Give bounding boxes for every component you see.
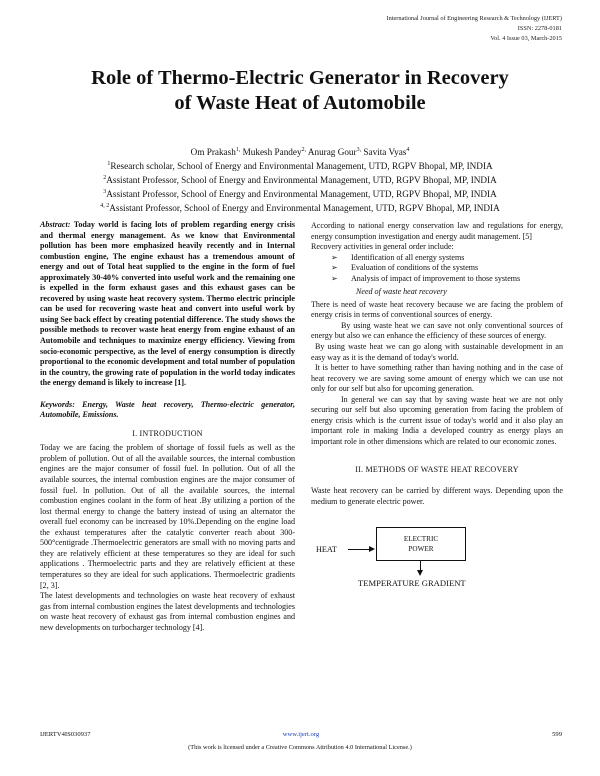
heat-to-power-diagram <box>311 519 563 589</box>
author-3: Anurag Gour <box>306 147 357 158</box>
list-item <box>331 274 563 285</box>
diagram-heat-label: HEAT <box>316 545 337 555</box>
author-4-sup: 4 <box>406 147 410 153</box>
footer-website-link[interactable]: www.ijert.org <box>282 731 320 738</box>
author-3-sup: 3, <box>356 147 362 153</box>
abstract-text: Today world is facing lots of problem regarding energy crisis and thermal energy management. As we know that Environmental pollution has been more emphasized heavily recently and in Internal combustion engine, The engine exhaust has a tremendous amount of energy and out of Total heat supplied to the engine in the form of fuel approximately 30-40% converted into useful work and the remaining one is expelled in the form exhaust gases and this exhaust gases can be recovered by using waste heat recovery system. Thermo electric principle can be used for recovering waste heat and convert into useful work by using See back effect by creating potential difference. The study shows the possible methods to recover waste heat energy from engine exhaust of an Automobile and techniques to maximize energy efficiency. Viewing from socio-economic perspective, as the level of energy consumption is directly proportional to the economic development and total number of population in the country, the growing rate of population in the world today indicates the energy demand is likely to increase [1]. <box>40 220 295 388</box>
affiliation-2 <box>30 172 570 186</box>
footer-page-number: 599 <box>552 731 562 738</box>
abstract-label: Abstract: <box>40 220 71 229</box>
list-item-text: Identification of all energy systems <box>351 252 465 262</box>
list-item-text: Evaluation of conditions of the systems <box>351 263 479 273</box>
diagram-arrowhead-down-icon <box>417 570 423 576</box>
affiliation-3 <box>30 186 570 200</box>
right-paragraph-1: According to national energy conservation law and regulations for energy, energy consumption investigation and energy audit management. [5] <box>311 221 563 241</box>
diagram-arrowhead-right-icon <box>369 546 375 552</box>
arrow-bullet-icon: ➢ <box>331 263 338 273</box>
list-item-text: Analysis of impact of improvement to those systems <box>351 273 521 283</box>
abstract <box>40 220 295 389</box>
keywords: Keywords: Energy, Waste heat recovery, Thermo-electric generator, Automobile, Emissions. <box>40 399 295 420</box>
affiliation-3-sup: 3 <box>103 189 107 196</box>
intro-paragraph-1: Today we are facing the problem of shortage of fossil fuels as well as the problem of pollution. Out of all the available sources, the internal combustion engines are the major consumer of fossil fuel. In pollution. Out of all the available sources, the internal combustion engines are the major consumer of fossil fuel. In pollution. Out of all the available sources, the internal combustion engines coolant in the form of heat .By utilizing a portion of the lost thermal energy to change the battery instead of using an alternator the overall fuel economy can be increased by 10%.Depending on the engine load the exhaust temperatures after the catalytic converter reach about 300-500°centigrade .Thermoelectric generators are small with no moving parts and they are relatively efficient at these temperatures so they are ideal for such applications . Thermoelectric parts and they are relatively efficient at these temperatures so they are ideal for such applications. Thermoelectric gradients [2, 3]. <box>40 443 295 590</box>
section-heading-methods: II. METHODS OF WASTE HEAT RECOVERY <box>355 465 519 475</box>
subheading-need-of-waste-heat-recovery: Need of waste heat recovery <box>356 287 447 297</box>
right-paragraph-8: Waste heat recovery can be carried by different ways. Depending upon the medium to generate electric power. <box>311 486 563 506</box>
footer-paper-id: IJERTV4IS030937 <box>40 731 91 738</box>
right-paragraph-5: By using waste heat we can go along with sustainable development in an easy way as it is the demand of today's world. <box>311 342 563 362</box>
right-paragraph-7: In general we can say that by saving waste heat we are not only securing our self but also upcoming generation from facing the problem of energy crisis which is the current issue of today's world and it also play an important role in making India a developed country as energy plays an important role in other dimensions which are related to our economic zones. <box>311 394 563 446</box>
section-heading-introduction: I. INTRODUCTION <box>132 428 203 438</box>
right-paragraph-6: It is better to have something rather than having nothing and in the case of heat recovery we are saving some amount of energy which we can use not only for our self but also for upcoming generation. <box>311 363 563 394</box>
diagram-electric-power-box <box>376 527 466 561</box>
intro-paragraph-2: The latest developments and technologies on waste heat recovery of exhaust gas from internal combustion engines the latest developments and technologies on waste heat recovery of exhaust gas from internal combustion engines and new developments on turbocharger technology [4]. <box>40 591 295 632</box>
journal-name: International Journal of Engineering Research & Technology (IJERT) <box>386 15 562 22</box>
affiliation-3-text: Assistant Professor, School of Energy and Environmental Management, UTD, RGPV Bhopal, MP, INDIA <box>106 189 497 200</box>
diagram-box-line-1: ELECTRIC <box>403 535 439 544</box>
affiliation-4-text: Assistant Professor, School of Energy and Environmental Management, UTD, RGPV Bhopal, MP, INDIA <box>109 203 500 214</box>
author-4: Savita Vyas <box>361 147 407 158</box>
affiliation-4 <box>30 200 570 214</box>
affiliation-1 <box>30 158 570 172</box>
affiliation-1-sup: 1 <box>107 161 111 168</box>
affiliation-4-sup: 4, 2 <box>100 203 110 210</box>
arrow-bullet-icon: ➢ <box>331 273 338 283</box>
right-paragraph-3: There is need of waste heat recovery because we are facing the problem of energy crisis in terms of conventional sources of energy. <box>311 299 563 320</box>
title-line-1: Role of Thermo-Electric Generator in Recovery <box>91 67 509 89</box>
right-paragraph-4: By using waste heat we can save not only conventional sources of energy but also we can enhance the efficiency of these sources of energy. <box>311 320 563 341</box>
arrow-bullet-icon: ➢ <box>331 252 338 262</box>
author-2: Mukesh Pandey <box>240 147 302 158</box>
affiliation-2-sup: 2 <box>103 175 107 182</box>
license-notice: (This work is licensed under a Creative Commons Attribution 4.0 International License.) <box>188 744 412 751</box>
author-1: Om Prakash <box>190 147 236 158</box>
title-line-2: of Waste Heat of Automobile <box>174 92 426 114</box>
author-1-sup: 1, <box>235 147 241 153</box>
right-paragraph-2: Recovery activities in general order include: <box>311 242 454 252</box>
diagram-temperature-gradient-label: TEMPERATURE GRADIENT <box>358 578 466 589</box>
list-item <box>331 263 563 274</box>
author-2-sup: 2, <box>301 147 307 153</box>
journal-header <box>262 14 562 43</box>
activity-list <box>311 253 563 285</box>
affiliation-1-text: Research scholar, School of Energy and Environmental Management, UTD, RGPV Bhopal, MP, INDIA <box>110 161 493 172</box>
left-column <box>40 220 295 633</box>
journal-issn: ISSN: 2278-0181 <box>517 24 562 32</box>
list-item <box>331 253 563 264</box>
paper-title <box>30 66 570 116</box>
journal-volume: Vol. 4 Issue 03, March-2015 <box>490 34 562 42</box>
right-column <box>311 221 563 589</box>
affiliation-2-text: Assistant Professor, School of Energy and Environmental Management, UTD, RGPV Bhopal, MP, INDIA <box>106 175 497 186</box>
author-block <box>30 144 570 214</box>
author-names <box>30 144 570 158</box>
diagram-box-line-2: POWER <box>408 545 434 554</box>
